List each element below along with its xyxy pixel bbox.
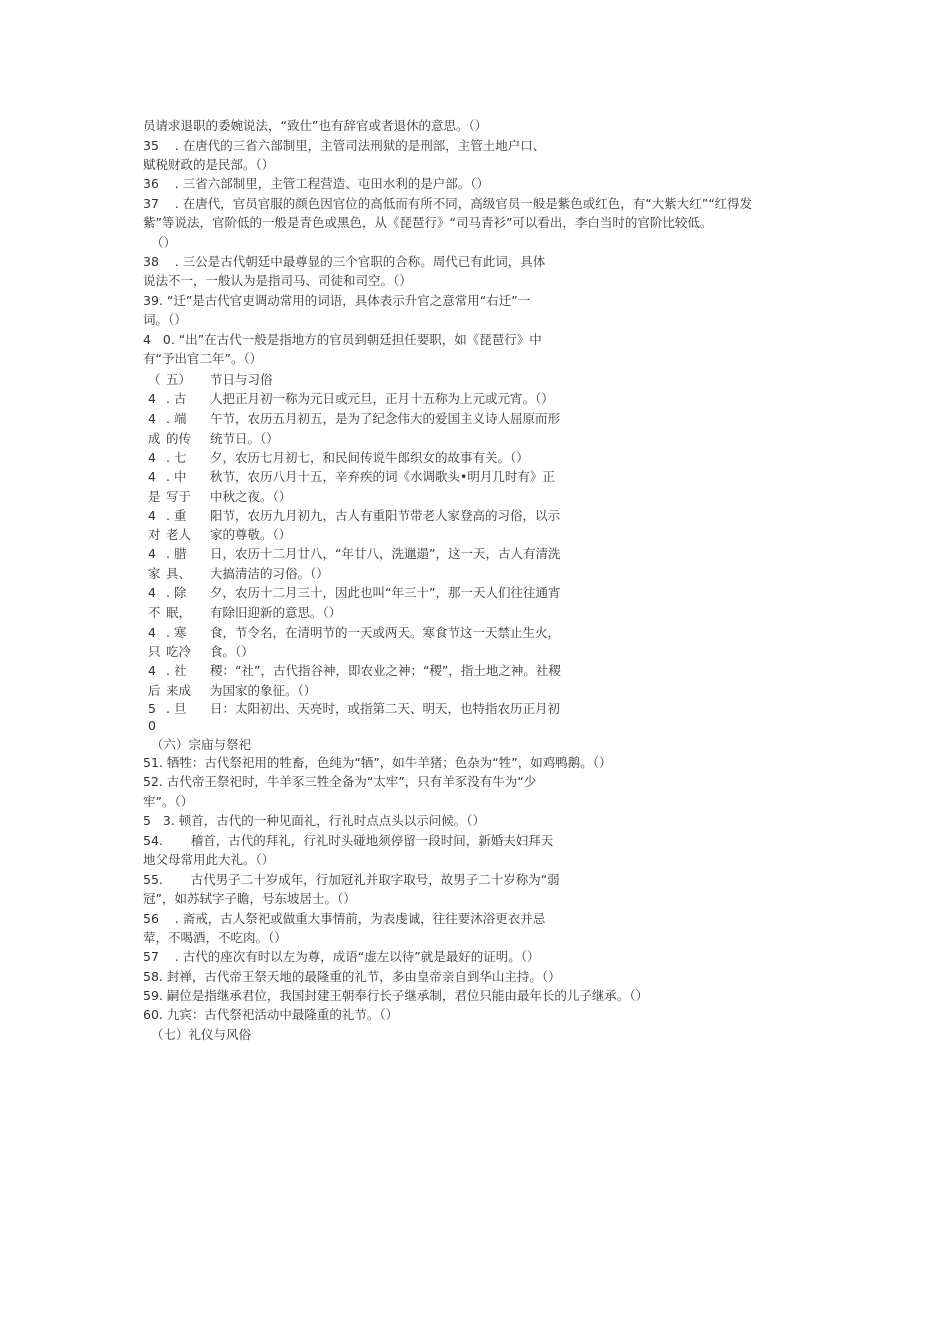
festival-row-c2: 老人 — [166, 527, 192, 542]
festival-row-c2: . 中 — [166, 469, 187, 484]
festival-row-c1: 0 — [148, 718, 156, 733]
text-line: 38 . 三公是古代朝廷中最尊显的三个官职的合称。周代已有此词，具体 — [143, 254, 546, 269]
text-line: 52. 古代帝王祭祀时，牛羊豕三牲全备为“太牢”，只有羊豕没有牛为“少 — [143, 774, 537, 789]
text-line: 39. “迁”是古代官吏调动常用的词语，具体表示升官之意常用“右迁”一 — [143, 293, 531, 308]
festival-row-c2: . 寒 — [166, 625, 187, 640]
text-line: 紫”等说法，官阶低的一般是青色或黑色，从《琵琶行》“司马青衫”可以看出，李白当时的官阶比较低。 — [143, 215, 713, 230]
festival-row-c3: 有除旧迎新的意思。（） — [210, 605, 342, 620]
text-line: 员请求退职的委婉说法，“致仕”也有辞官或者退休的意思。（） — [143, 118, 488, 133]
festival-row-c1: 4 — [148, 411, 156, 426]
text-line: 57 . 古代的座次有时以左为尊，成语“虚左以待”就是最好的证明。（） — [143, 949, 540, 964]
festival-row-c3: 人把正月初一称为元日或元旦，正月十五称为上元或元宵。（） — [210, 391, 554, 406]
text-line: 荤，不喝酒，不吃肉。（） — [143, 930, 287, 945]
text-line: 35 . 在唐代的三省六部制里，主管司法刑狱的是刑部，主管土地户口、 — [143, 138, 546, 153]
text-line: 36 . 三省六部制里，主管工程营造、屯田水利的是户部。（） — [143, 176, 489, 191]
festival-row-c1: 4 — [148, 469, 156, 484]
festival-row-c3: 夕，农历十二月三十，因此也叫“年三十”，那一天人们往往通宵 — [210, 585, 561, 600]
festival-row-c1: 不 — [148, 605, 161, 620]
text-line: 冠”，如苏轼字子瞻，号东坡居士。（） — [143, 891, 356, 906]
text-line: 37 . 在唐代，官员官服的颜色因官位的高低而有所不同，高级官员一般是紫色或红色，有“大紫大红”“红得发 — [143, 196, 753, 211]
festival-row-c2: 来成 — [166, 683, 192, 698]
text-line: （） — [143, 235, 176, 250]
festival-row-c1: 对 — [148, 527, 161, 542]
text-line: 词。（） — [143, 312, 187, 327]
festival-row-c3: 中秋之夜。（） — [210, 489, 292, 504]
festival-row-c1: 成 — [148, 431, 161, 446]
text-line: 55. 古代男子二十岁成年，行加冠礼并取字取号，故男子二十岁称为“弱 — [143, 872, 560, 887]
festival-row-c3: 午节，农历五月初五，是为了纪念伟大的爱国主义诗人屈原而形 — [210, 411, 561, 426]
festival-row-c1: 4 — [148, 391, 156, 406]
text-line: 51. 牺牲：古代祭祀用的牲畜，色纯为“牺”，如牛羊猪；色杂为“牲”，如鸡鸭鹅。（） — [143, 755, 612, 770]
text-line: （七）礼仪与风俗 — [143, 1027, 251, 1042]
festival-row-c2: 写于 — [166, 489, 192, 504]
festival-row-c2: . 重 — [166, 508, 187, 523]
festival-row-c1: 家 — [148, 566, 161, 581]
festival-row-c3: 统节日。（） — [210, 431, 279, 446]
festival-row-c1: 4 — [148, 663, 156, 678]
text-line: （六）宗庙与祭祀 — [143, 737, 251, 752]
festival-row-c2: . 七 — [166, 450, 187, 465]
text-line: 4 0. “出”在古代一般是指地方的官员到朝廷担任要职，如《琵琶行》中 — [143, 332, 542, 347]
festival-row-c2: 的传 — [166, 431, 192, 446]
text-line: 地父母常用此大礼。（） — [143, 852, 275, 867]
festival-row-c3: 为国家的象征。（） — [210, 683, 317, 698]
festival-row-c2: . 除 — [166, 585, 187, 600]
festival-row-c2: . 旦 — [166, 701, 187, 716]
festival-row-c3: 稷：“社”，古代指谷神，即农业之神；“稷”，指土地之神。社稷 — [210, 663, 561, 678]
festival-row-c3: 秋节，农历八月十五，辛弃疾的词《水调歌头•明月几时有》正 — [210, 469, 555, 484]
festival-row-c1: 后 — [148, 683, 161, 698]
festival-row-c3: 大搞清洁的习俗。（） — [210, 566, 329, 581]
festival-row-c1: 4 — [148, 450, 156, 465]
text-line: 5 3. 顿首，古代的一种见面礼，行礼时点点头以示问候。（） — [143, 813, 486, 828]
festival-row-c1: 4 — [148, 625, 156, 640]
festival-row-c3: 日，农历十二月廿八，“年廿八，洗邋遢”，这一天，古人有清洗 — [210, 546, 561, 561]
festival-row-c2: 五） — [166, 372, 192, 387]
festival-row-c3: 夕，农历七月初七，和民间传说牛郎织女的故事有关。（） — [210, 450, 529, 465]
festival-row-c1: 是 — [148, 489, 161, 504]
text-line: 56 . 斋戒，古人祭祀或做重大事情前，为表虔诚，往往要沐浴更衣并忌 — [143, 911, 546, 926]
festival-row-c3: 食。（） — [210, 644, 254, 659]
festival-row-c1: （ — [148, 372, 161, 387]
festival-row-c3: 节日与习俗 — [210, 372, 273, 387]
festival-row-c3: 阳节，农历九月初九，古人有重阳节带老人家登高的习俗，以示 — [210, 508, 561, 523]
text-line: 牢”。（） — [143, 794, 194, 809]
festival-row-c1: 5 — [148, 701, 156, 716]
festival-row-c2: . 古 — [166, 391, 187, 406]
festival-row-c2: 具、 — [166, 566, 192, 581]
festival-row-c3: 日：太阳初出、天亮时，或指第二天、明天，也特指农历正月初 — [210, 701, 561, 716]
text-line: 说法不一，一般认为是指司马、司徒和司空。（） — [143, 273, 412, 288]
festival-row-c1: 4 — [148, 508, 156, 523]
festival-row-c2: . 端 — [166, 411, 187, 426]
festival-row-c1: 4 — [148, 546, 156, 561]
text-line: 59. 嗣位是指继承君位，我国封建王朝奉行长子继承制，君位只能由最年长的儿子继承。（） — [143, 988, 649, 1003]
text-line: 有“予出官二年”。（） — [143, 351, 263, 366]
text-line: 赋税财政的是民部。（） — [143, 157, 275, 172]
festival-row-c2: 吃冷 — [166, 644, 192, 659]
text-line: 54. 稽首，古代的拜礼，行礼时头碰地须停留一段时间，新婚夫妇拜天 — [143, 833, 554, 848]
festival-row-c3: 食，节令名，在清明节的一天或两天。寒食节这一天禁止生火， — [210, 625, 561, 640]
festival-row-c2: 眠， — [166, 605, 192, 620]
festival-row-c2: . 社 — [166, 663, 187, 678]
festival-row-c1: 4 — [148, 585, 156, 600]
text-line: 58. 封禅，古代帝王祭天地的最隆重的礼节，多由皇帝亲自到华山主持。（） — [143, 969, 561, 984]
festival-row-c2: . 腊 — [166, 546, 187, 561]
festival-row-c1: 只 — [148, 644, 161, 659]
text-line: 60. 九宾：古代祭祀活动中最隆重的礼节。（） — [143, 1007, 399, 1022]
festival-row-c3: 家的尊敬。（） — [210, 527, 292, 542]
